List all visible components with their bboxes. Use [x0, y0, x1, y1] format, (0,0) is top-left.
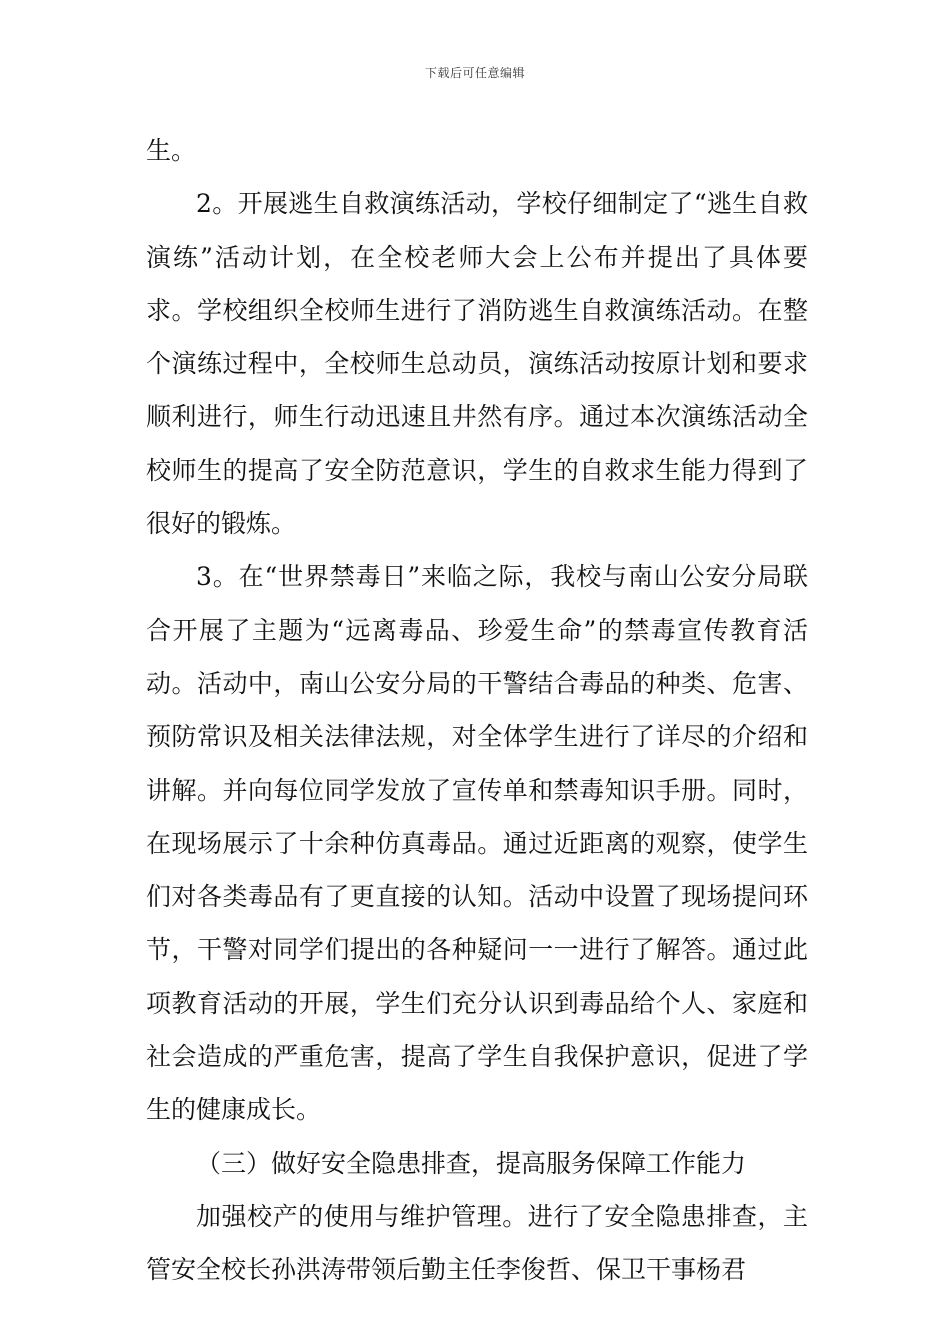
paragraph-school-property-maintenance: 加强校产的使用与维护管理。进行了安全隐患排查，主管安全校长孙洪涛带领后勤主任李俊哲、保卫干事杨君: [146, 1201, 808, 1285]
section-heading-safety-inspection: （三）做好安全隐患排查，提高服务保障工作能力: [196, 1148, 747, 1178]
page-header: 下载后可任意编辑: [424, 66, 525, 80]
paragraph-escape-drill: 2。开展逃生自救演练活动，学校仔细制定了“逃生自救演练”活动计划，在全校老师大会上公布并提出了具体要求。学校组织全校师生进行了消防逃生自救演练活动。在整个演练过程中，全校师生总动员，演练活动按原计划和要求顺利进行，师生行动迅速且井然有序。通过本次演练活动全校师生的提高了安全防范意识，学生的自救求生能力得到了很好的锻炼。: [146, 189, 808, 539]
document-body: [146, 124, 808, 1297]
paragraph-anti-drug-education: 3。在“世界禁毒日”来临之际，我校与南山公安分局联合开展了主题为“远离毒品、珍爱生命”的禁毒宣传教育活动。活动中，南山公安分局的干警结合毒品的种类、危害、预防常识及相关法律法规，对全体学生进行了详尽的介绍和讲解。并向每位同学发放了宣传单和禁毒知识手册。同时，在现场展示了十余种仿真毒品。通过近距离的观察，使学生们对各类毒品有了更直接的认知。活动中设置了现场提问环节，干警对同学们提出的各种疑问一一进行了解答。通过此项教育活动的开展，学生们充分认识到毒品给个人、家庭和社会造成的严重危害，提高了学生自我保护意识，促进了学生的健康成长。: [146, 562, 808, 1125]
paragraph-continuation: 生。: [146, 136, 197, 165]
